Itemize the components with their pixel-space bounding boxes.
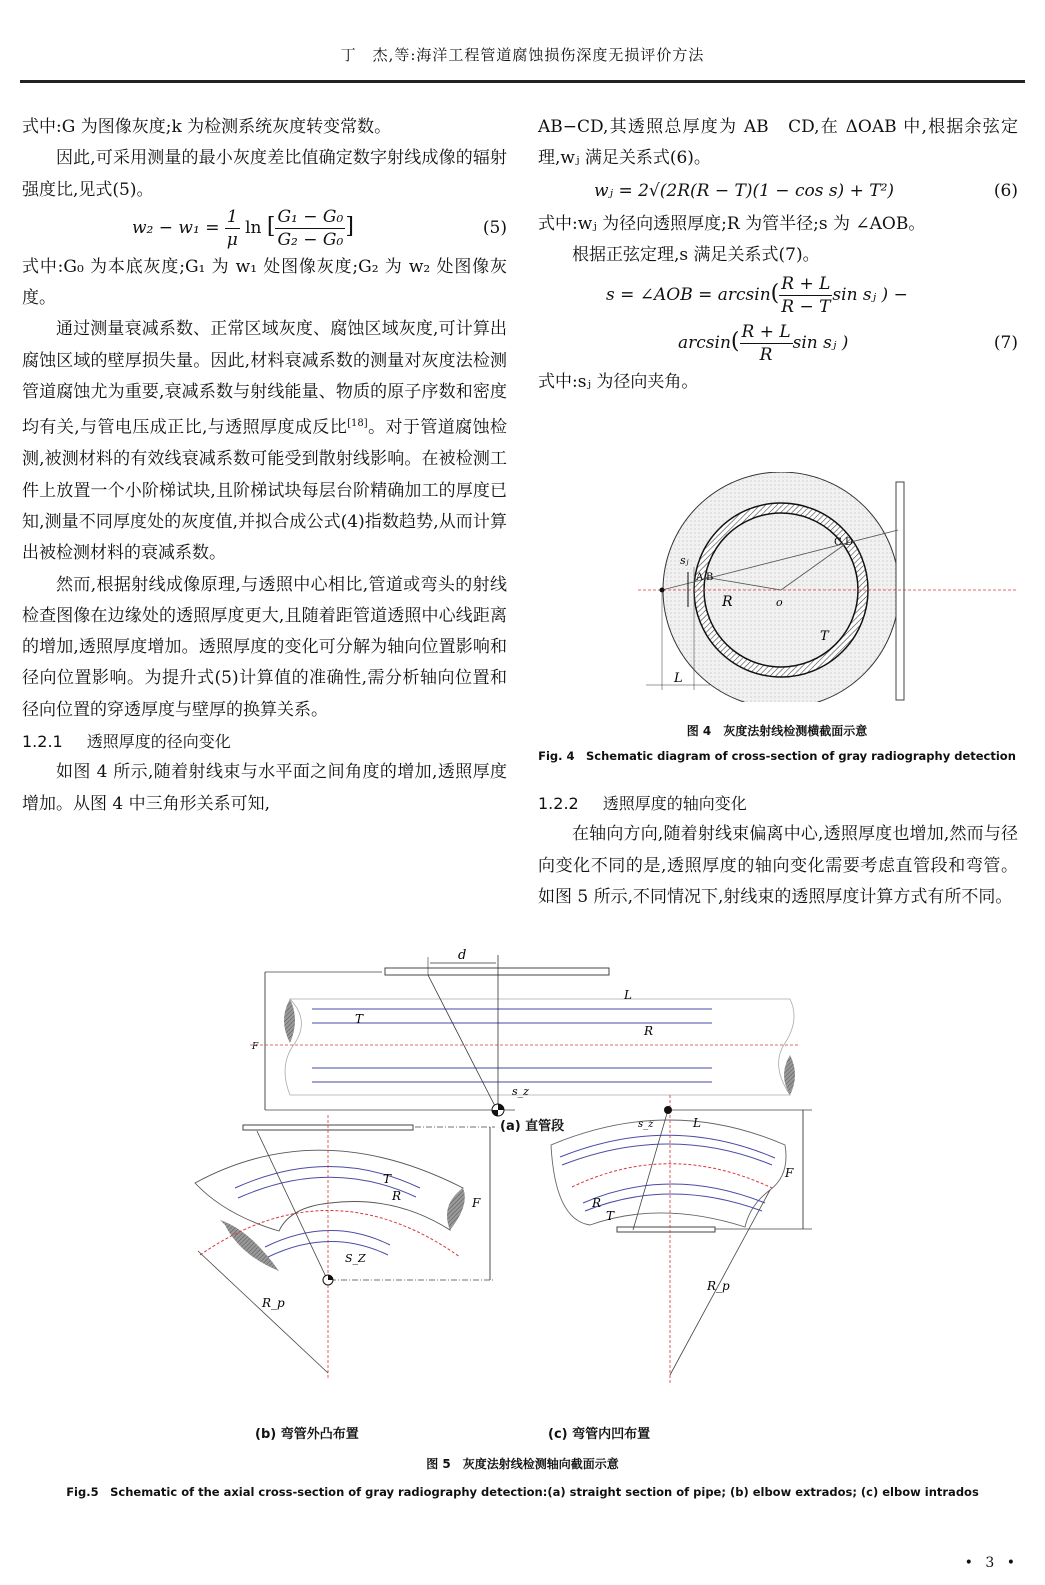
eq-lhs: w₂ − w₁ = [132,218,225,239]
label-b: B [706,572,714,583]
label-r: R [644,1024,654,1038]
figure-5b-label: (b) 弯管外凸布置 [255,1427,359,1442]
axial-section-diagrams [0,945,1045,1425]
equation-7-line-2: arcsin( $\frac{R + L}{R}$ sin sⱼ ) (7) [678,321,1018,365]
section-heading-1-2-1: 1.2.1 透照厚度的径向变化 [22,732,231,751]
label-a: A [696,572,704,583]
figure-5a-straight-pipe [250,948,800,1116]
left-column [22,112,507,820]
equation-number: (5) [482,218,507,239]
label-r: R [392,1189,402,1203]
citation[interactable]: [18] [347,418,368,430]
paragraph: 式中:sⱼ 为径向夹角。 [538,372,699,393]
label-rp: R_p [262,1296,285,1310]
figure-5a-label: (a) 直管段 [500,1119,565,1134]
paragraph: 式中:G 为图像灰度;k 为检测系统灰度转变常数。 [22,117,392,137]
label-o: o [776,596,783,609]
label-c: C [834,537,842,548]
header-rule [20,80,1025,83]
section-heading-1-2-2: 1.2.2 透照厚度的轴向变化 [538,794,747,813]
label-sz: S_Z [345,1252,366,1265]
figure-5c-elbow-intrados [551,1095,812,1383]
figure-4-caption-cn: 图 4 灰度法射线检测横截面示意 [686,724,868,738]
paragraph: 式中:wⱼ 为径向透照厚度;R 为管半径;s 为 ∠AOB。 [538,213,926,234]
paragraph: 然而,根据射线成像原理,与透照中心相比,管道或弯头的射线检查图像在边缘处的透照厚度更大,且随着距管道透照中心线距离的增加,透照厚度增加。透照厚度的变化可分解为轴向位置影响和径向位置影响。为提升式(5)计算值的准确性,需分析轴向位置和径向位置的穿透厚度与壁厚的换算关系。 [22,574,507,720]
label-l: L [624,988,632,1002]
equation-7-line-1: s = ∠AOB = arcsin( $\frac{R + L}{R - T}$ sin sⱼ ) − [606,273,908,317]
figure-5-caption-en: Fig.5 Schematic of the axial cross-section of gray radiography detection:(a) straight section of pipe; (b) elbow extrados; (c) elbow intrados [66,1485,979,1499]
label-l: L [674,671,683,686]
paragraph: 通过测量衰减系数、正常区域灰度、腐蚀区域灰度,可计算出腐蚀区域的壁厚损失量。因此,材料衰减系数的测量对灰度法检测管道腐蚀尤为重要,衰减系数与射线能量、物质的原子序数和密度均有关,与管电压成正比,与透照厚度成反比[18]。对于管道腐蚀检测,被测材料的有效线衰减系数可能受到散射线影响。在被检测工件上放置一个小阶梯试块,且阶梯试块每层台阶精确加工的厚度已知,测量不同厚度处的灰度值,并拟合成公式(4)指数趋势,从而计算出被检测材料的衰减系数。 [22,319,508,564]
paragraph: AB−CD,其透照总厚度为 AB CD,在 ΔOAB 中,根据余弦定理,wⱼ 满足关系式(6)。 [538,117,1018,169]
paragraph: 在轴向方向,随着射线束偏离中心,透照厚度也增加,然而与径向变化不同的是,透照厚度的轴向变化需要考虑直管段和弯管。如图 5 所示,不同情况下,射线束的透照厚度计算方式有所不同。 [538,824,1018,907]
label-f: F [252,1042,259,1052]
right-column [538,112,1018,398]
label-l: L [693,1116,701,1130]
label-t: T [606,1209,615,1223]
figure-4-caption-en: Fig. 4 Schematic diagram of cross-section of gray radiography detection [538,749,1016,763]
figure-5 [0,945,1045,1442]
eq-coef: $\frac{1}{\mu}$ [226,207,238,251]
label-sz: s_z [512,1085,529,1098]
label-rp: R_p [707,1279,730,1293]
paragraph: 如图 4 所示,随着射线束与水平面之间角度的增加,透照厚度增加。从图 4 中三角形关系可知, [22,762,507,814]
figure-5-caption-cn: 图 5 灰度法射线检测轴向截面示意 [426,1457,619,1471]
cross-section-diagram [538,472,1016,702]
label-f: F [785,1166,794,1180]
right-column-lower [538,788,1018,913]
eq-ratio: $\frac{\text{G₁ − G₀}}{\text{G₂ − G₀}}$ [277,207,344,251]
page-number: • 3 • [964,1555,1019,1571]
label-r: R [722,594,733,610]
figure-5b-elbow-extrados [195,1115,495,1378]
paragraph: 因此,可采用测量的最小灰度差比值确定数字射线成像的辐射强度比,见式(5)。 [22,148,507,200]
label-t: T [355,1012,364,1026]
label-sj: sⱼ [680,554,689,567]
label-t: T [820,629,829,644]
figure-5c-label: (c) 弯管内凹布置 [548,1427,651,1442]
paragraph: 式中:G₀ 为本底灰度;G₁ 为 w₁ 处图像灰度;G₂ 为 w₂ 处图像灰度。 [22,256,507,309]
label-d: D [845,537,854,548]
paragraph: 根据正弦定理,s 满足关系式(7)。 [572,244,820,265]
equation-5: w₂ − w₁ = $\frac{1}{\mu}$ ln [ $\frac{\text{G₁ − G₀}}{\text{G₂ − G₀}}$ ] (5) [132,207,507,251]
label-t: T [383,1172,392,1186]
label-f: F [472,1196,481,1210]
eq-ln: ln [245,218,262,239]
label-r: R [592,1196,602,1210]
equation-6: wⱼ = 2√(2R(R − T)(1 − cos s) + T²) (6) [594,180,1018,201]
label-sz: s_z [638,1119,654,1130]
running-title: 丁 杰,等:海洋工程管道腐蚀损伤深度无损评价方法 [340,46,705,64]
label-d: d [458,948,467,963]
figure-4 [538,472,1016,702]
